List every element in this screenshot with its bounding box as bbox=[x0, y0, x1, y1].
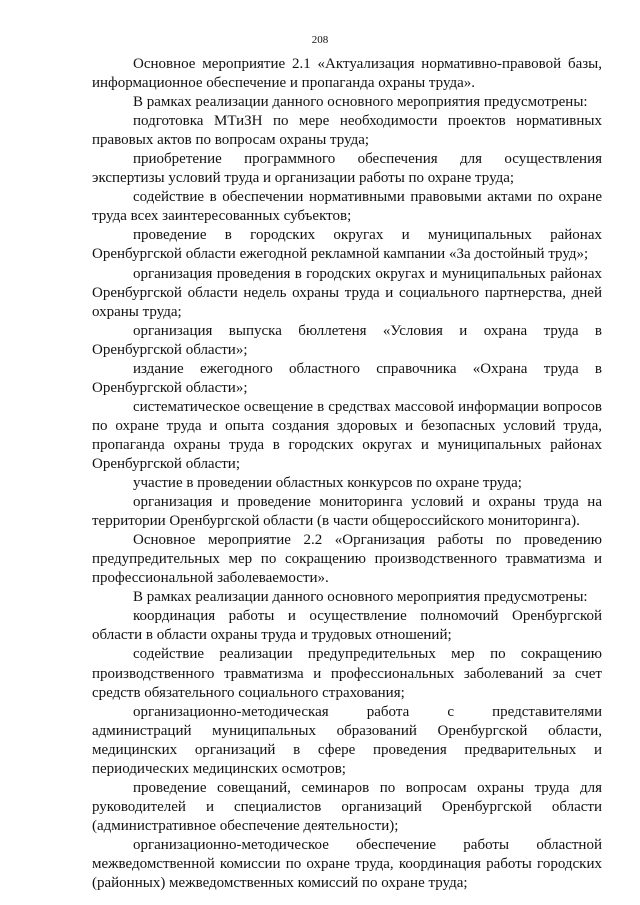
paragraph: издание ежегодного областного справочника «Охрана труда в Оренбургской области»; bbox=[92, 360, 602, 396]
paragraph: организация проведения в городских округах и муниципальных районах Оренбургской области недель охраны труда и социального партнерства, дней охраны труда; bbox=[92, 265, 602, 320]
paragraph: систематическое освещение в средствах массовой информации вопросов по охране труда и опыта создания здоровых и безопасных условий труда, пропаганда охраны труда в городских округах и муниципальных районах Оренбургской области; bbox=[92, 398, 602, 472]
paragraph: организационно-методическая работа с представителями администраций муниципальных образований Оренбургской области, медицинских организаций в сфере проведения предварительных и периодических медицинских осмотров; bbox=[92, 703, 602, 777]
paragraph: подготовка МТиЗН по мере необходимости проектов нормативных правовых актов по вопросам охраны труда; bbox=[92, 113, 602, 149]
paragraph: организация и проведение мониторинга условий и охраны труда на территории Оренбургской области (в части общероссийского мониторинга). bbox=[92, 494, 602, 530]
paragraph: координация работы и осуществление полномочий Оренбургской области в области охраны труда и трудовых отношений; bbox=[92, 608, 602, 644]
document-body bbox=[92, 55, 602, 893]
paragraph: содействие в обеспечении нормативными правовыми актами по охране труда всех заинтересованных субъектов; bbox=[92, 189, 602, 225]
paragraph: проведение совещаний, семинаров по вопросам охраны труда для руководителей и специалистов организаций Оренбургской области (административное обеспечение деятельности); bbox=[92, 779, 602, 834]
paragraph: содействие реализации предупредительных мер по сокращению производственного травматизма и профессиональных заболеваний за счет средств обязательного социального страхования; bbox=[92, 646, 602, 701]
paragraph: приобретение программного обеспечения для осуществления экспертизы условий труда и организации работы по охране труда; bbox=[92, 151, 602, 187]
paragraph: организационно-методическое обеспечение работы областной межведомственной комиссии по охране труда, координация работы городских (районных) межведомственных комиссий по охране труда; bbox=[92, 836, 602, 892]
paragraph: Основное мероприятие 2.1 «Актуализация нормативно-правовой базы, информационное обеспечение и пропаганда охраны труда». bbox=[92, 56, 602, 92]
paragraph: В рамках реализации данного основного мероприятия предусмотрены: bbox=[133, 94, 588, 111]
paragraph: участие в проведении областных конкурсов по охране труда; bbox=[133, 475, 522, 492]
page-number: 208 bbox=[311, 34, 329, 46]
paragraph: В рамках реализации данного основного мероприятия предусмотрены: bbox=[133, 589, 588, 606]
paragraph: организация выпуска бюллетеня «Условия и охрана труда в Оренбургской области»; bbox=[92, 322, 602, 358]
paragraph: Основное мероприятие 2.2 «Организация работы по проведению предупредительных мер по сокращению производственного травматизма и профессиональной заболеваемости». bbox=[92, 532, 602, 587]
paragraph: проведение в городских округах и муниципальных районах Оренбургской области ежегодной рекламной кампании «За достойный труд»; bbox=[92, 227, 602, 263]
